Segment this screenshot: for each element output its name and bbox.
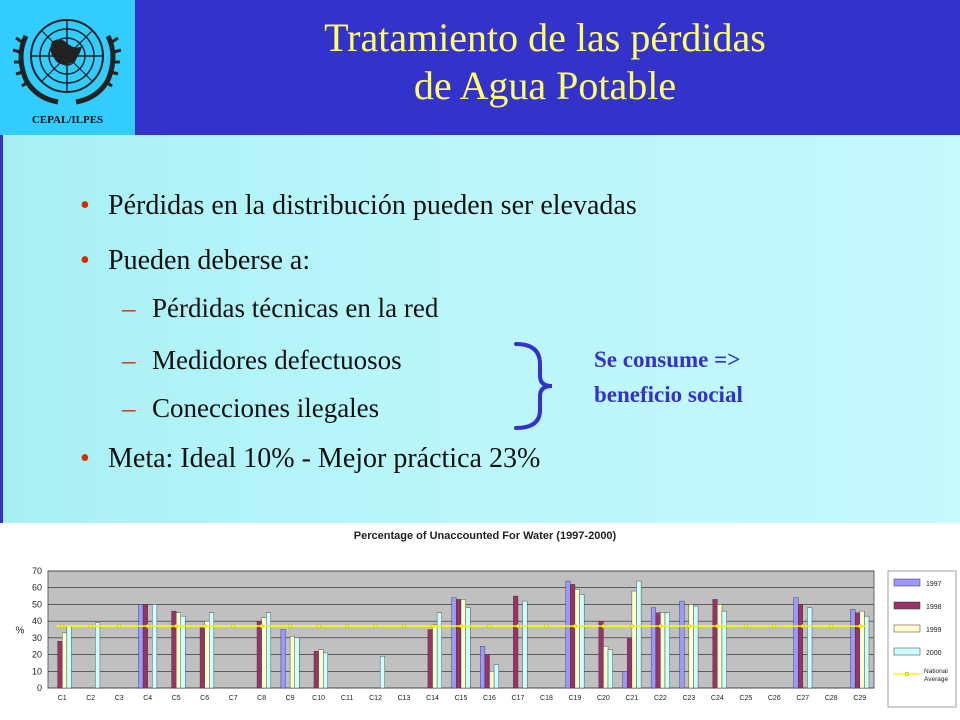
- x-tick-label: C5: [171, 695, 181, 702]
- reference-point: [744, 624, 748, 628]
- x-tick-label: C9: [285, 695, 295, 702]
- x-tick-label: C8: [257, 695, 267, 702]
- logo-panel: [0, 0, 135, 135]
- reference-point: [488, 624, 492, 628]
- bar: [523, 601, 528, 688]
- bar: [632, 591, 637, 688]
- dash-marker: –: [122, 293, 136, 323]
- bar: [851, 609, 856, 688]
- curly-brace: [508, 340, 558, 432]
- y-tick-label: 0: [36, 683, 42, 693]
- x-tick-label: C12: [369, 695, 382, 702]
- bar: [722, 611, 727, 688]
- reference-point: [231, 624, 235, 628]
- reference-point: [773, 624, 777, 628]
- bar: [143, 604, 148, 688]
- bar: [319, 650, 324, 688]
- bar: [494, 665, 499, 688]
- bar: [461, 599, 466, 688]
- sub-bullet-text: Conecciones ilegales: [152, 393, 380, 423]
- bar: [713, 599, 718, 688]
- bar: [855, 613, 860, 688]
- bar: [798, 604, 803, 688]
- reference-point: [829, 624, 833, 628]
- legend-swatch: [894, 579, 920, 586]
- y-tick-label: 10: [31, 666, 42, 677]
- y-tick-label: 30: [31, 632, 42, 643]
- bar: [172, 611, 177, 688]
- bar: [176, 613, 181, 688]
- y-tick-label: 70: [31, 566, 42, 576]
- bullet-text: Pérdidas en la distribución pueden ser elevadas: [108, 190, 637, 221]
- content-panel: [0, 135, 960, 523]
- x-tick-label: C26: [767, 695, 781, 702]
- title-line-1: Tratamiento de las pérdidas: [324, 15, 766, 60]
- reference-point: [117, 624, 121, 628]
- legend-ref-point: [905, 672, 909, 676]
- reference-point: [659, 624, 663, 628]
- bar: [656, 613, 661, 688]
- x-tick-label: C6: [200, 695, 210, 702]
- y-tick-label: 60: [31, 582, 42, 593]
- un-emblem-icon: [8, 6, 126, 112]
- bar: [665, 613, 670, 688]
- x-tick-label: C28: [824, 695, 838, 702]
- legend-label: [924, 668, 948, 683]
- bar: [603, 646, 608, 688]
- legend-swatch: [894, 625, 920, 632]
- x-tick-label: C4: [143, 695, 153, 702]
- bar: [62, 633, 67, 688]
- chart-title: Percentage of Unaccounted For Water (1997-2000): [353, 530, 617, 542]
- bar: [290, 636, 295, 688]
- logo-caption: CEPAL/ILPES: [31, 114, 104, 126]
- content-left-rule: [0, 135, 3, 523]
- bar: [456, 599, 461, 688]
- chart-area: [0, 523, 960, 720]
- bar: [570, 584, 575, 688]
- reference-point: [89, 624, 93, 628]
- x-tick-label: C23: [682, 695, 696, 702]
- legend-label-line: National: [924, 668, 948, 675]
- reference-point: [858, 624, 862, 628]
- bar: [266, 613, 271, 688]
- bar: [295, 638, 300, 688]
- bar: [452, 598, 457, 688]
- bar: [67, 626, 72, 688]
- sub-bullet-item: [122, 293, 439, 324]
- x-tick-label: C16: [483, 695, 496, 702]
- y-axis-label: %: [15, 625, 25, 637]
- x-tick-label: C29: [853, 695, 867, 702]
- bar: [209, 613, 214, 688]
- reference-point: [374, 624, 378, 628]
- legend-label: 2000: [926, 650, 942, 657]
- bullet-marker: •: [80, 443, 90, 474]
- bar: [437, 613, 442, 688]
- page-title: [135, 14, 955, 110]
- bar: [651, 608, 656, 688]
- reference-point: [174, 624, 178, 628]
- bar: [58, 641, 63, 688]
- x-tick-label: C10: [312, 695, 326, 702]
- title-line-2: de Agua Potable: [413, 63, 677, 108]
- bar: [794, 598, 799, 688]
- reference-point: [573, 624, 577, 628]
- legend-swatch: [894, 602, 920, 609]
- bar: [262, 618, 267, 688]
- reference-point: [516, 624, 520, 628]
- bar: [575, 589, 580, 688]
- bar: [95, 623, 100, 688]
- unaccounted-water-chart: [0, 523, 960, 720]
- x-tick-label: C7: [228, 695, 238, 702]
- legend-label-line: Average: [924, 676, 949, 683]
- reference-point: [317, 624, 321, 628]
- x-tick-label: C17: [511, 695, 525, 702]
- bar: [660, 613, 665, 688]
- bar: [480, 646, 485, 688]
- bar: [680, 601, 685, 688]
- x-tick-label: C27: [796, 695, 810, 702]
- bar: [152, 604, 157, 688]
- x-tick-label: C20: [596, 695, 610, 702]
- reference-point: [402, 624, 406, 628]
- y-tick-label: 50: [31, 599, 42, 610]
- bar: [323, 653, 328, 688]
- x-tick-label: C24: [710, 695, 724, 702]
- reference-point: [288, 624, 292, 628]
- legend-label: 1999: [926, 627, 942, 634]
- bar: [864, 616, 869, 688]
- bar: [717, 604, 722, 688]
- bar: [205, 621, 210, 688]
- bar: [689, 604, 694, 688]
- note-line-2: beneficio social: [594, 382, 743, 407]
- reference-point: [630, 624, 634, 628]
- sub-bullet-item: [122, 345, 402, 376]
- x-tick-label: C13: [397, 695, 411, 702]
- bullet-item: [80, 245, 311, 277]
- bar: [428, 630, 433, 689]
- bar: [485, 655, 490, 688]
- bar: [380, 656, 385, 688]
- reference-point: [146, 624, 150, 628]
- note-line-1: Se consume =>: [594, 347, 741, 372]
- reference-point: [260, 624, 264, 628]
- reference-point: [716, 624, 720, 628]
- bar: [860, 611, 865, 688]
- y-tick-label: 20: [31, 649, 42, 660]
- legend-swatch: [894, 648, 920, 655]
- bullet-marker: •: [80, 245, 90, 276]
- bar: [608, 650, 613, 688]
- bar: [807, 608, 812, 688]
- bar: [281, 630, 286, 689]
- bar: [181, 616, 186, 688]
- bar: [466, 608, 471, 688]
- x-tick-label: C3: [114, 695, 124, 702]
- x-tick-label: C15: [454, 695, 468, 702]
- reference-point: [459, 624, 463, 628]
- bullet-text: Meta: Ideal 10% - Mejor práctica 23%: [108, 443, 541, 474]
- reference-point: [687, 624, 691, 628]
- legend-label: 1997: [926, 581, 942, 588]
- x-tick-label: C18: [540, 695, 553, 702]
- x-tick-label: C25: [739, 695, 753, 702]
- x-tick-label: C2: [86, 695, 96, 702]
- bar: [138, 604, 143, 688]
- dash-marker: –: [122, 393, 136, 423]
- reference-point: [431, 624, 435, 628]
- x-tick-label: C21: [625, 695, 639, 702]
- bullet-text: Pueden deberse a:: [108, 245, 311, 276]
- bar: [599, 621, 604, 688]
- note-text: [594, 342, 743, 412]
- x-tick-label: C14: [426, 695, 439, 702]
- reference-point: [203, 624, 207, 628]
- bar: [513, 596, 518, 688]
- bar: [623, 671, 628, 688]
- legend-label: 1998: [926, 604, 942, 611]
- x-tick-label: C22: [653, 695, 667, 702]
- legend-box: [888, 571, 956, 707]
- bar: [314, 651, 319, 688]
- reference-point: [801, 624, 805, 628]
- bar: [580, 594, 585, 688]
- sub-bullet-item: [122, 393, 380, 424]
- x-tick-label: C11: [340, 695, 354, 702]
- title-bar: [135, 0, 960, 135]
- reference-point: [345, 624, 349, 628]
- bar: [433, 624, 438, 688]
- sub-bullet-text: Pérdidas técnicas en la red: [152, 293, 439, 323]
- dash-marker: –: [122, 345, 136, 375]
- bar: [489, 671, 494, 688]
- bar: [627, 638, 632, 688]
- reference-point: [545, 624, 549, 628]
- sub-bullet-text: Medidores defectuosos: [152, 345, 402, 375]
- y-tick-label: 40: [31, 616, 42, 627]
- bullet-item: [80, 443, 541, 475]
- bullet-marker: •: [80, 190, 90, 221]
- bar: [566, 581, 571, 688]
- bar: [693, 606, 698, 688]
- bar: [636, 581, 641, 688]
- bar: [200, 628, 205, 688]
- bar: [257, 621, 262, 688]
- x-tick-label: C19: [568, 695, 582, 702]
- x-tick-label: C1: [57, 695, 67, 702]
- reference-point: [602, 624, 606, 628]
- bullet-item: [80, 190, 637, 222]
- reference-point: [60, 624, 64, 628]
